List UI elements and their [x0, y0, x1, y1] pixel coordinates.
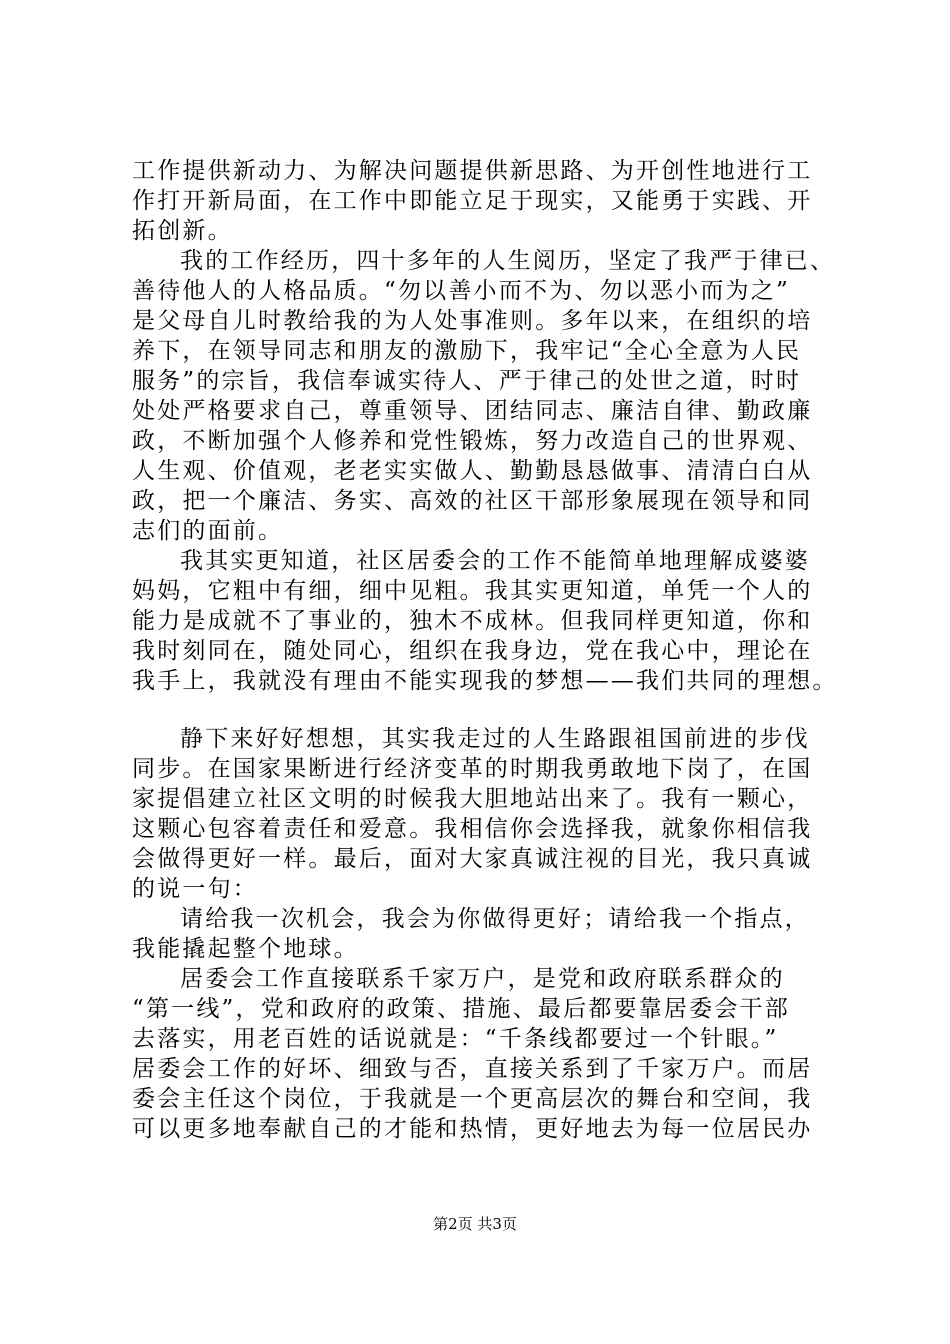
text-line: 同步。在国家果断进行经济变革的时期我勇敢地下岗了，在国 [132, 756, 813, 782]
text-line: 居委会工作的好坏、细致与否，直接关系到了千家万户。而居 [132, 1056, 813, 1082]
text-line: 处处严格要求自己，尊重领导、团结同志、廉洁自律、勤政廉 [132, 398, 813, 424]
text-line: 委会主任这个岗位，于我就是一个更高层次的舞台和空间，我 [132, 1086, 813, 1112]
text-line: 这颗心包容着责任和爱意。我相信你会选择我，就象你相信我 [132, 816, 813, 842]
text-line: 能力是成就不了事业的，独木不成林。但我同样更知道，你和 [132, 608, 813, 634]
text-line: 可以更多地奉献自己的才能和热情，更好地去为每一位居民办 [132, 1116, 813, 1142]
text-line: 作打开新局面，在工作中即能立足于现实，又能勇于实践、开 [132, 188, 813, 214]
paragraph-start-line: 居委会工作直接联系千家万户，是党和政府联系群众的 [180, 966, 785, 992]
text-line: 会做得更好一样。最后，面对大家真诚注视的目光，我只真诚 [132, 846, 813, 872]
text-line: 我手上，我就没有理由不能实现我的梦想——我们共同的理想。 [132, 668, 838, 694]
page-number-footer: 第2页 共3页 [433, 1215, 517, 1233]
document-body [132, 156, 838, 1144]
text-line: 是父母自儿时教给我的为人处事准则。多年以来，在组织的培 [132, 308, 813, 334]
paragraph-start-line: 请给我一次机会，我会为你做得更好；请给我一个指点， [180, 906, 810, 932]
paragraph-start-line: 静下来好好想想，其实我走过的人生路跟祖国前进的步伐 [180, 726, 810, 752]
text-line: 妈妈，它粗中有细，细中见粗。我其实更知道，单凭一个人的 [132, 578, 813, 604]
text-line: 我能撬起整个地球。 [132, 936, 359, 962]
text-line: 养下，在领导同志和朋友的激励下，我牢记“全心全意为人民 [132, 338, 802, 364]
text-line: 的说一句： [132, 876, 258, 902]
text-line: 工作提供新动力、为解决问题提供新思路、为开创性地进行工 [132, 158, 813, 184]
text-line: 去落实，用老百姓的话说就是：“千条线都要过一个针眼。” [132, 1026, 779, 1052]
text-line: 政，不断加强个人修养和党性锻炼，努力改造自己的世界观、 [132, 428, 813, 454]
paragraph-start-line: 我的工作经历，四十多年的人生阅历，坚定了我严于律已、 [180, 248, 836, 274]
text-line: 服务”的宗旨，我信奉诚实待人、严于律己的处世之道，时时 [132, 368, 802, 394]
text-line: 人生观、价值观，老老实实做人、勤勤恳恳做事、清清白白从 [132, 458, 813, 484]
paragraph-start-line: 我其实更知道，社区居委会的工作不能简单地理解成婆婆 [180, 548, 810, 574]
paragraph-gap [132, 696, 832, 724]
text-line: 善待他人的人格品质。“勿以善小而不为、勿以恶小而为之” [132, 278, 790, 304]
text-line: 志们的面前。 [132, 518, 284, 544]
text-line: “第一线”，党和政府的政策、措施、最后都要靠居委会干部 [132, 996, 790, 1022]
text-line: 政，把一个廉洁、务实、高效的社区干部形象展现在领导和同 [132, 488, 813, 514]
text-line: 我时刻同在，随处同心，组织在我身边，党在我心中，理论在 [132, 638, 813, 664]
text-line: 家提倡建立社区文明的时候我大胆地站出来了。我有一颗心， [132, 786, 813, 812]
text-line: 拓创新。 [132, 218, 233, 244]
